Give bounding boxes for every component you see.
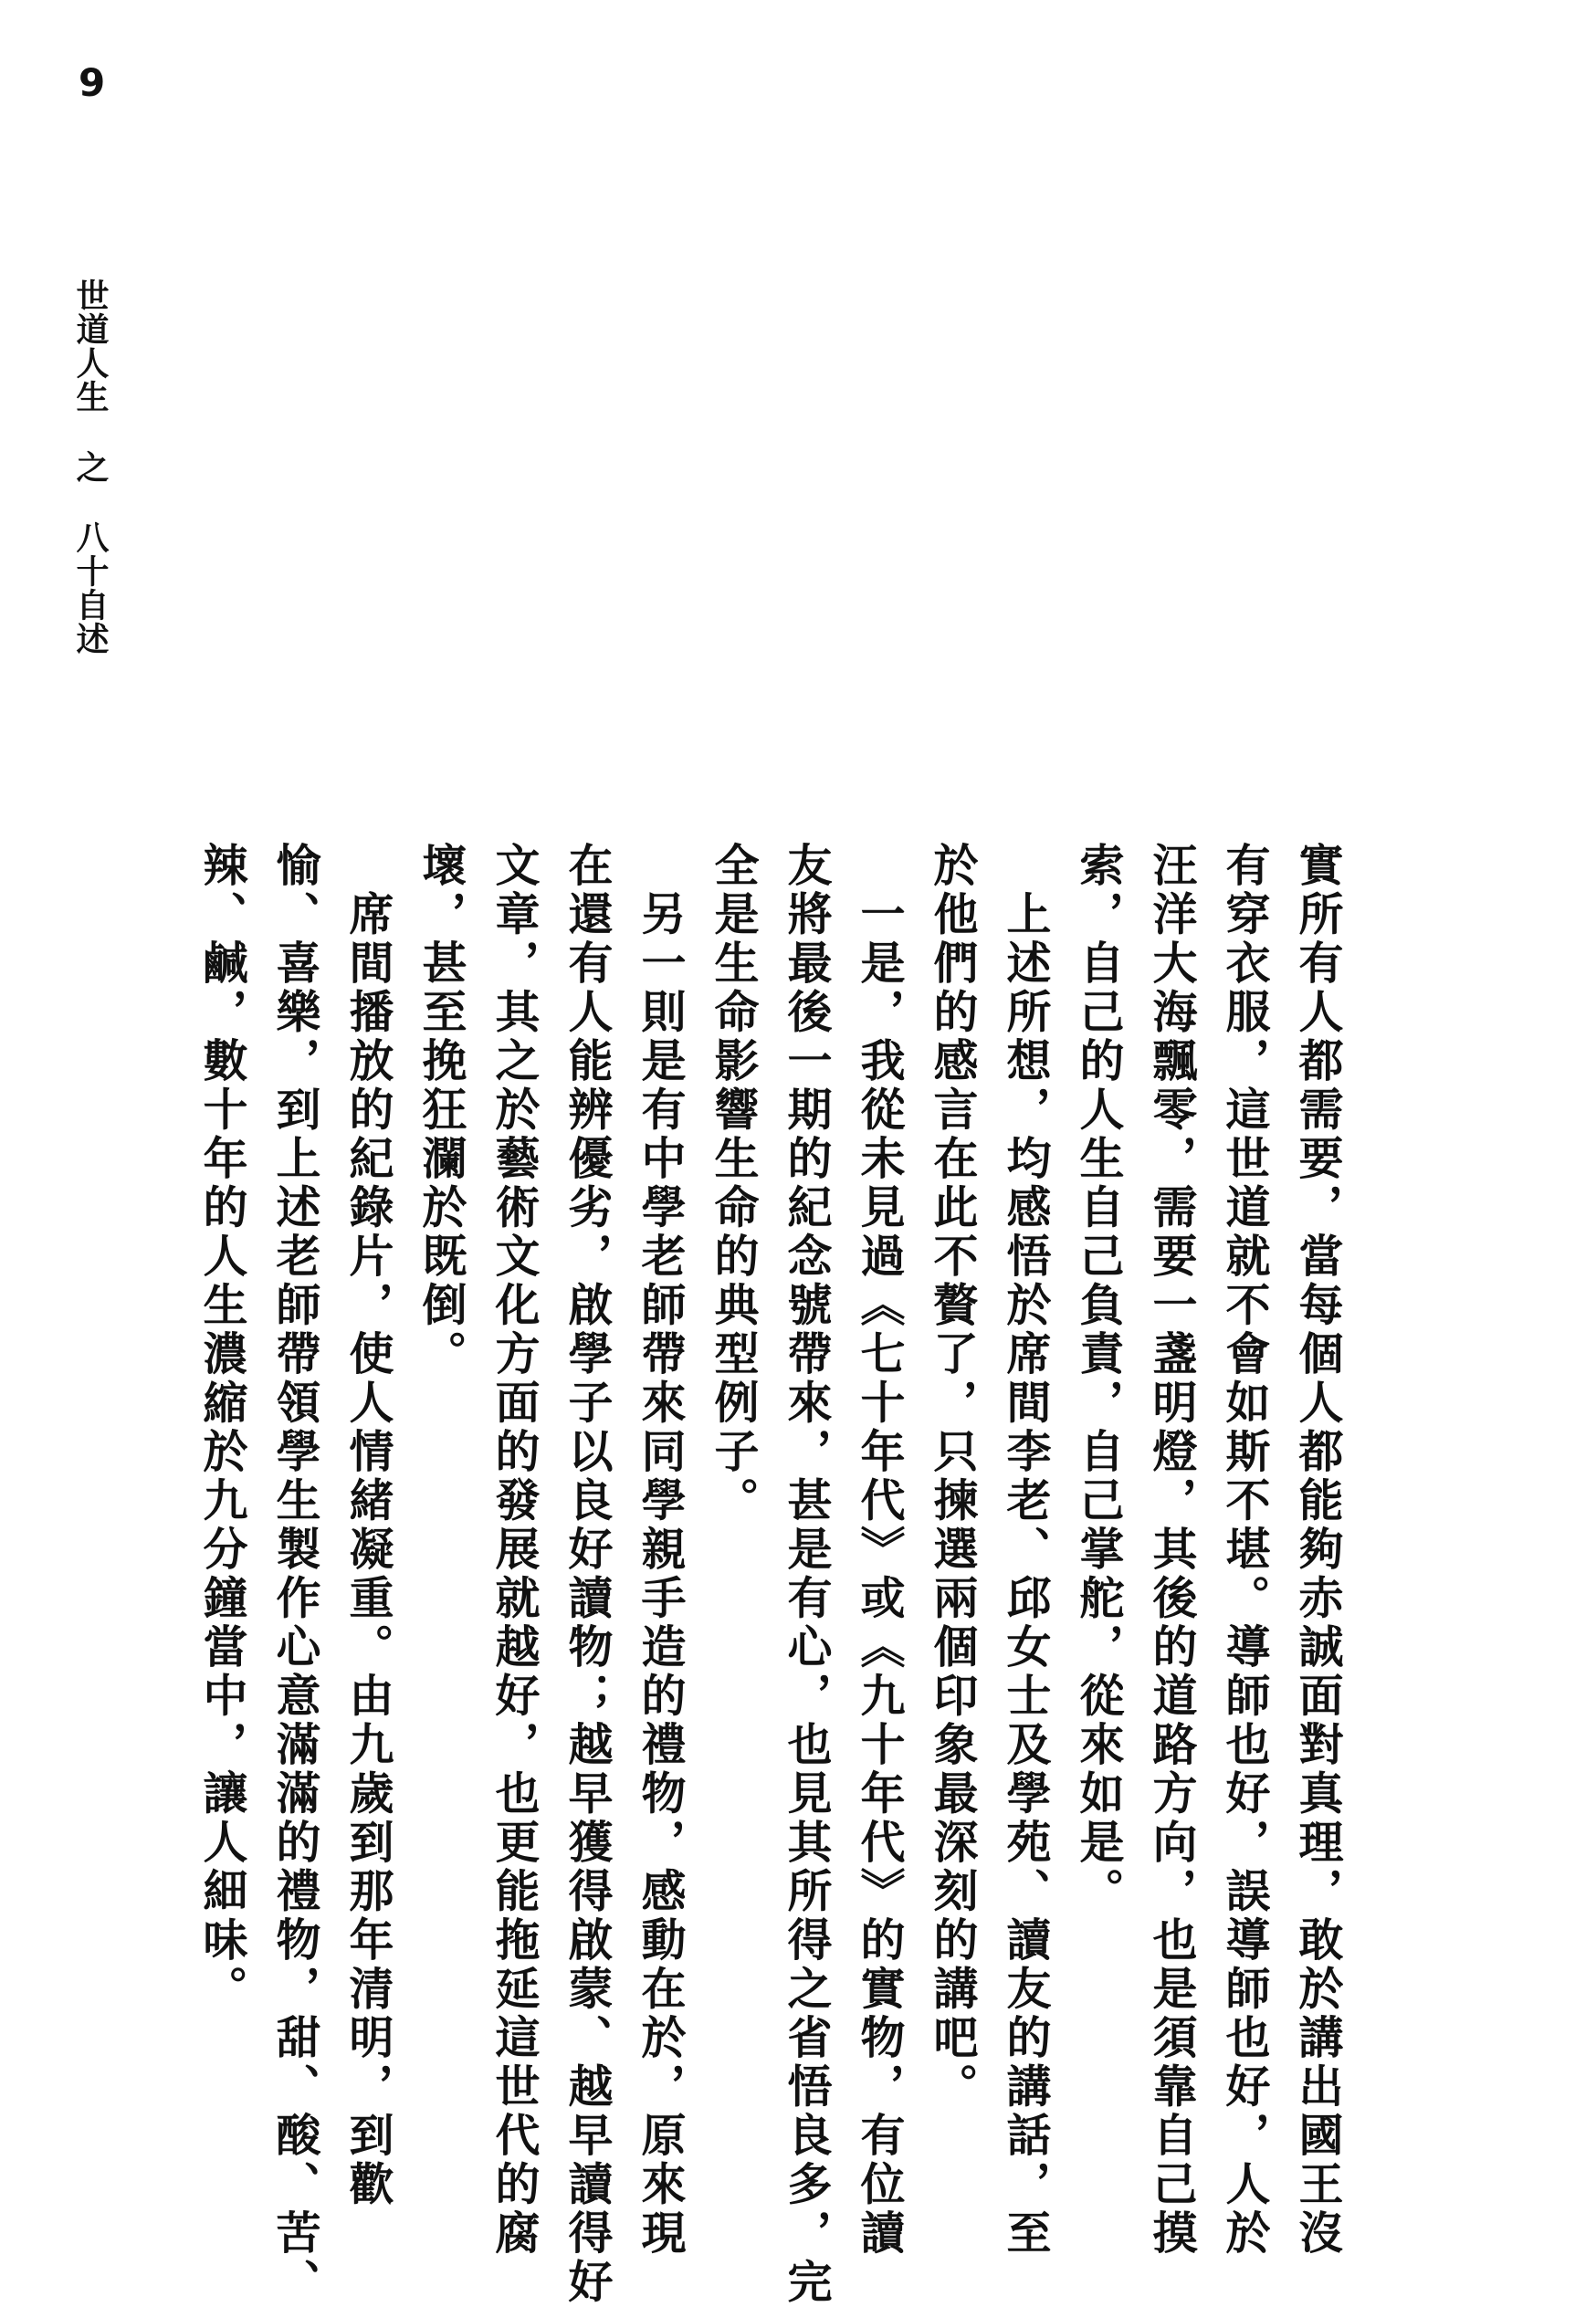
text-line: 於他們的感言在此不贅了，只揀選兩個印象最深刻的講吧。 bbox=[927, 842, 979, 2112]
body-text bbox=[185, 842, 1354, 2307]
text-line: 愉、喜樂，到上述老師帶領學生製作心意滿滿的禮物，甜、酸、苦、 bbox=[269, 842, 321, 2307]
text-line: 實所有人都需要，當每個人都能夠赤誠面對真理，敢於講出國王沒 bbox=[1292, 842, 1344, 2259]
text-line: 文章，其之於藝術文化方面的發展就越好，也更能拖延這世代的腐 bbox=[488, 842, 541, 2259]
running-title-separator: 之 bbox=[71, 450, 109, 484]
text-line: 上述所想，均感悟於席間李老、邱女士及學苑、讀友的講話，至 bbox=[1000, 842, 1052, 2259]
page-number: 9 bbox=[79, 60, 106, 105]
text-line: 壞，甚至挽狂瀾於既倒。 bbox=[415, 842, 467, 1379]
text-line: 汪洋大海飄零，需要一盞明燈，其後的道路方向，也是須靠自己摸 bbox=[1146, 842, 1198, 2259]
running-title bbox=[71, 278, 109, 655]
text-line: 席間播放的紀錄片，使人情緒凝重。由九歲到那年清明，到歡 bbox=[342, 842, 394, 2209]
running-title-part1: 世道人生 bbox=[71, 278, 109, 414]
text-line: 有穿衣服，這世道就不會如斯不堪。導師也好，誤導師也好，人於 bbox=[1219, 842, 1271, 2259]
text-line: 在還有人能辨優劣，啟學子以良好讀物；越早獲得啟蒙、越早讀得好 bbox=[562, 842, 614, 2307]
text-line: 全是生命影響生命的典型例子。 bbox=[708, 842, 760, 1526]
text-line: 友將最後一期的紀念號帶來，甚是有心，也見其所得之省悟良多，完 bbox=[781, 842, 833, 2307]
text-line: 辣、鹹，數十年的人生濃縮於九分鐘當中，讓人細味。 bbox=[196, 842, 248, 2014]
text-line: 另一則是有中學老師帶來同學親手造的禮物，感動在於，原來現 bbox=[635, 842, 687, 2259]
text-line: 一是，我從未見過《七十年代》或《九十年代》的實物，有位讀 bbox=[854, 842, 906, 2259]
text-line: 索，自己的人生自己負責，自己掌舵，從來如是。 bbox=[1073, 842, 1125, 1916]
running-title-part2: 八十自述 bbox=[71, 520, 109, 655]
